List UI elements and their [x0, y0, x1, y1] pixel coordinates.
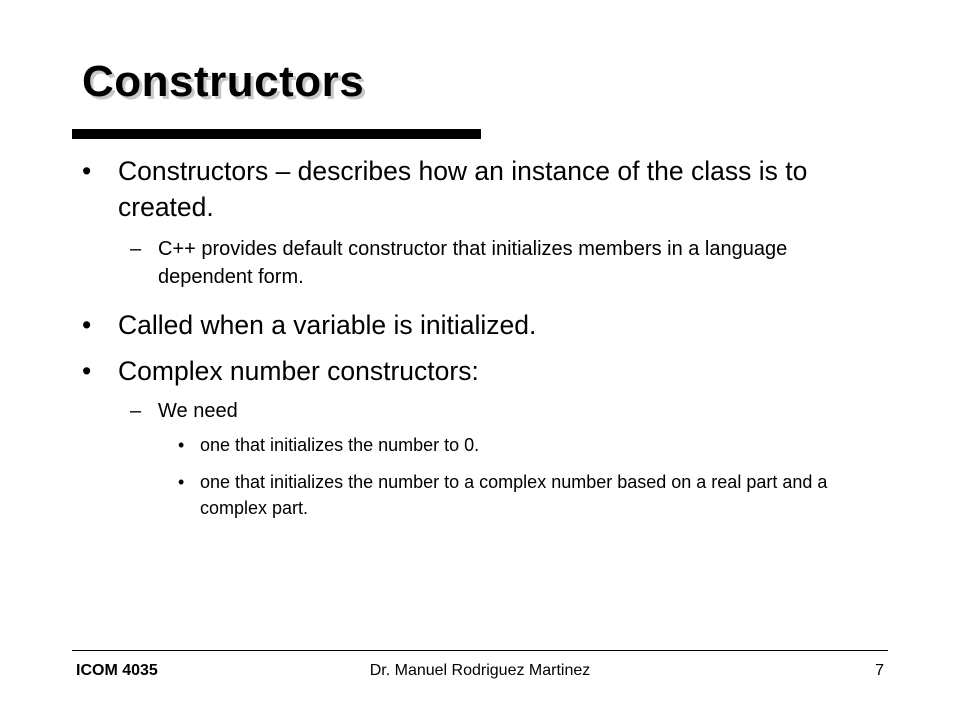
slide-title: Constructors [82, 57, 365, 106]
bullet-level1 [82, 353, 862, 389]
bullet-level1 [82, 307, 862, 343]
footer-course: ICOM 4035 [76, 662, 158, 679]
bullet-marker: • [82, 310, 92, 340]
bullet-marker: • [82, 156, 92, 186]
bullet-level3 [178, 432, 888, 458]
bullet-text: one that initializes the number to 0. [200, 435, 480, 455]
footer-divider [72, 650, 888, 651]
bullet-level2 [130, 397, 865, 425]
bullet-level1 [82, 153, 862, 225]
bullet-text: one that initializes the number to a complex number based on a real part and a complex part. [200, 472, 828, 518]
bullet-marker: – [130, 238, 142, 260]
bullet-marker: – [130, 400, 142, 422]
bullet-level2 [130, 235, 865, 291]
bullet-level3 [178, 469, 888, 521]
bullet-text: Complex number constructors: [118, 356, 479, 386]
bullet-marker: • [82, 356, 92, 386]
bullet-text: C++ provides default constructor that initializes members in a language dependent form. [158, 238, 788, 288]
bullet-text: Called when a variable is initialized. [118, 310, 537, 340]
bullet-text: We need [158, 400, 238, 422]
page-number: 7 [875, 662, 884, 679]
footer-author: Dr. Manuel Rodriguez Martinez [369, 662, 591, 679]
bullet-marker: • [178, 472, 185, 492]
title-underline [72, 129, 481, 139]
bullet-text: Constructors – describes how an instance of the class is to created. [118, 156, 808, 222]
bullet-marker: • [178, 435, 185, 455]
